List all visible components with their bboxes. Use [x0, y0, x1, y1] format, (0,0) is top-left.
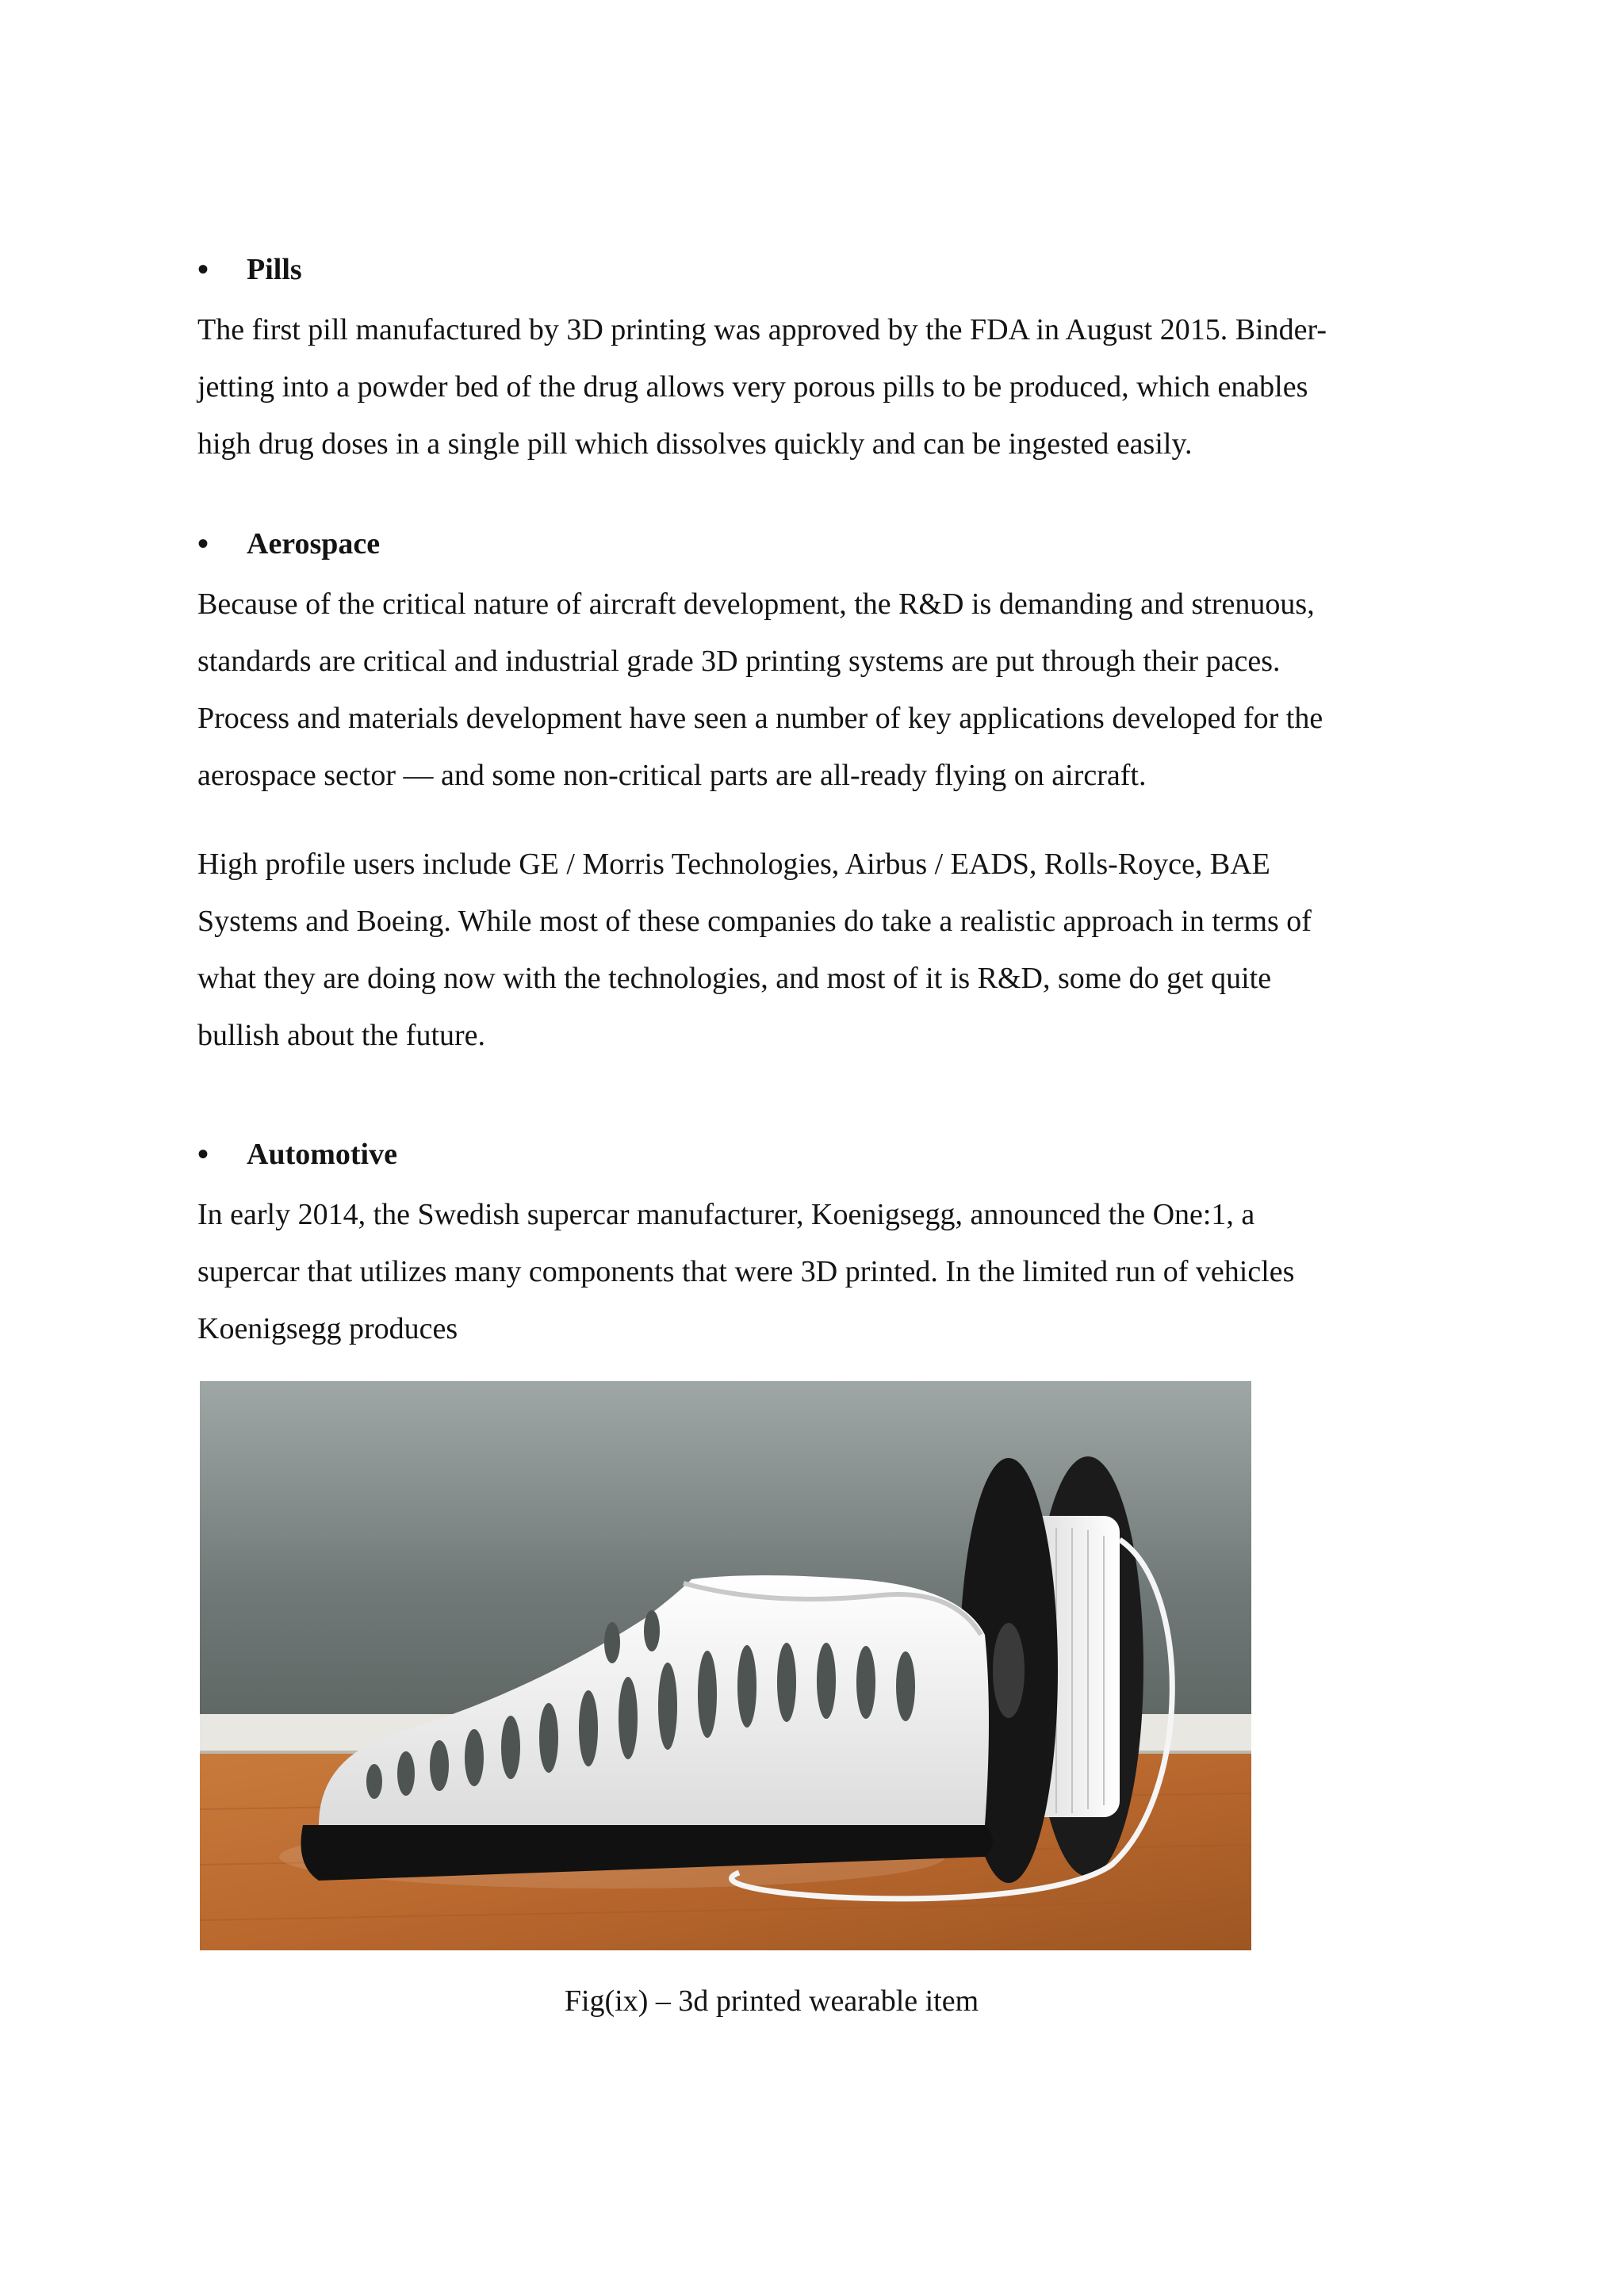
text-line: Because of the critical nature of aircraft development, the R&D is demanding and strenuous, [197, 587, 1315, 621]
text-line: Systems and Boeing. While most of these companies do take a realistic approach in terms of [197, 905, 1312, 938]
paragraph-aerospace-1 [197, 576, 1434, 804]
section-heading-automotive [197, 1123, 1434, 1186]
section-title: Automotive [247, 1138, 397, 1171]
text-line: The first pill manufactured by 3D printing was approved by the FDA in August 2015. Binder- [197, 313, 1327, 346]
bullet-icon: • [197, 1136, 209, 1172]
paragraph-aerospace-2 [197, 836, 1434, 1064]
section-heading-pills [197, 238, 1434, 301]
text-line: standards are critical and industrial grade 3D printing systems are put through their paces. [197, 645, 1281, 678]
text-line: jetting into a powder bed of the drug allows very porous pills to be produced, which enables [197, 370, 1308, 404]
figure-image [200, 1381, 1251, 1950]
text-line: supercar that utilizes many components that were 3D printed. In the limited run of vehicles [197, 1255, 1295, 1288]
section-title: Pills [247, 253, 302, 286]
printed-shoe-photo [200, 1381, 1251, 1950]
section-title: Aerospace [247, 527, 381, 561]
text-line: high drug doses in a single pill which dissolves quickly and can be ingested easily. [197, 427, 1193, 461]
text-line: High profile users include GE / Morris Technologies, Airbus / EADS, Rolls-Royce, BAE [197, 848, 1270, 881]
section-heading-aerospace [197, 512, 1434, 576]
figure-caption: Fig(ix) – 3d printed wearable item [564, 1984, 979, 2018]
text-line: Process and materials development have seen a number of key applications developed for the [197, 702, 1323, 735]
bullet-icon: • [197, 526, 209, 561]
document-body [197, 238, 1434, 1357]
text-line: Koenigsegg produces [197, 1312, 458, 1345]
paragraph-automotive [197, 1186, 1434, 1357]
text-line: bullish about the future. [197, 1019, 486, 1052]
paragraph-pills [197, 301, 1434, 473]
text-line: In early 2014, the Swedish supercar manufacturer, Koenigsegg, announced the One:1, a [197, 1198, 1255, 1231]
text-line: what they are doing now with the technologies, and most of it is R&D, some do get quite [197, 962, 1272, 995]
text-line: aerospace sector — and some non-critical parts are all-ready flying on aircraft. [197, 759, 1147, 792]
bullet-icon: • [197, 251, 209, 287]
